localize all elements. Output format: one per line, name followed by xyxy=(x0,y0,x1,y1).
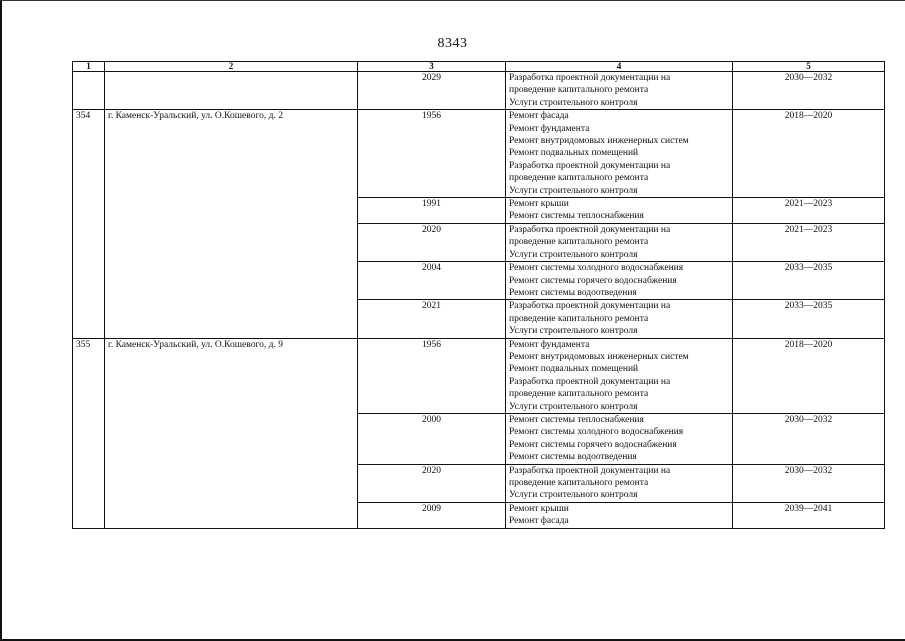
work-item: Ремонт внутридомовых инженерных систем xyxy=(509,351,689,362)
work-item: проведение капитального ремонта xyxy=(509,478,649,488)
page-number: 8343 xyxy=(437,36,468,51)
work-item: Разработка проектной документации на xyxy=(509,160,671,171)
building-address: г. Каменск-Уральский, ул. О.Кошевого, д. 9 xyxy=(105,338,358,528)
work-item: проведение капитального ремонта xyxy=(509,389,649,400)
building-number xyxy=(73,72,105,110)
column-header: 2 xyxy=(105,62,358,72)
works-cell xyxy=(506,464,733,502)
works-cell xyxy=(506,223,733,261)
work-item: Ремонт системы холодного водоснабжения xyxy=(509,263,684,274)
column-number-row xyxy=(73,62,885,72)
building-address xyxy=(105,72,358,110)
works-cell xyxy=(506,198,733,224)
column-header: 4 xyxy=(506,62,733,72)
works-cell xyxy=(506,502,733,528)
work-item: Ремонт подвальных помещений xyxy=(509,364,639,375)
work-item: Ремонт фасада xyxy=(509,111,569,122)
period-cell: 2033—2035 xyxy=(733,300,885,338)
building-address: г. Каменск-Уральский, ул. О.Кошевого, д. 2 xyxy=(105,110,358,338)
year-cell: 2004 xyxy=(358,262,506,300)
year-cell: 2020 xyxy=(358,223,506,261)
work-item: Разработка проектной документации на xyxy=(509,465,671,476)
work-item: Ремонт внутридомовых инженерных систем xyxy=(509,136,689,147)
period-cell: 2030—2032 xyxy=(733,464,885,502)
work-item: Ремонт фундамента xyxy=(509,123,590,134)
works-cell xyxy=(506,72,733,110)
year-cell: 1991 xyxy=(358,198,506,224)
year-cell: 1956 xyxy=(358,110,506,198)
column-header: 3 xyxy=(358,62,506,72)
work-item: Ремонт фасада xyxy=(509,516,569,527)
work-item: Ремонт системы горячего водоснабжения xyxy=(509,275,677,286)
period-cell: 2018—2020 xyxy=(733,110,885,198)
period-cell: 2021—2023 xyxy=(733,223,885,261)
year-cell: 2029 xyxy=(358,72,506,110)
work-item: Разработка проектной документации на xyxy=(509,224,671,235)
year-cell: 2021 xyxy=(358,300,506,338)
table-body xyxy=(73,72,885,529)
work-item: Ремонт системы водоотведения xyxy=(509,452,637,463)
capital-repair-table xyxy=(72,61,885,529)
work-item: Ремонт крыши xyxy=(509,503,569,514)
period-cell: 2033—2035 xyxy=(733,262,885,300)
column-header: 5 xyxy=(733,62,885,72)
table-row xyxy=(73,338,885,413)
building-number: 354 xyxy=(73,110,105,338)
work-item: Ремонт системы теплоснабжения xyxy=(509,414,644,425)
work-item: проведение капитального ремонта xyxy=(509,237,649,248)
works-cell xyxy=(506,338,733,413)
table-row xyxy=(73,110,885,198)
work-item: Услуги строительного контроля xyxy=(509,249,638,260)
work-item: Ремонт подвальных помещений xyxy=(509,148,639,159)
work-item: Ремонт системы холодного водоснабжения xyxy=(509,427,684,438)
work-item: Услуги строительного контроля xyxy=(509,97,638,108)
period-cell: 2030—2032 xyxy=(733,72,885,110)
period-cell: 2030—2032 xyxy=(733,413,885,464)
work-item: Ремонт крыши xyxy=(509,199,569,210)
work-item: Услуги строительного контроля xyxy=(509,490,638,501)
period-cell: 2039—2041 xyxy=(733,502,885,528)
work-item: Ремонт системы водоотведения xyxy=(509,287,637,298)
work-item: Услуги строительного контроля xyxy=(509,185,638,196)
work-item: Разработка проектной документации на xyxy=(509,301,671,312)
year-cell: 2000 xyxy=(358,413,506,464)
work-item: Ремонт фундамента xyxy=(509,339,590,350)
works-cell xyxy=(506,262,733,300)
period-cell: 2021—2023 xyxy=(733,198,885,224)
work-item: проведение капитального ремонта xyxy=(509,85,649,96)
work-item: Услуги строительного контроля xyxy=(509,401,638,412)
work-item: проведение капитального ремонта xyxy=(509,173,649,184)
year-cell: 2020 xyxy=(358,464,506,502)
building-number: 355 xyxy=(73,338,105,528)
year-cell: 1956 xyxy=(358,338,506,413)
year-cell: 2009 xyxy=(358,502,506,528)
works-cell xyxy=(506,413,733,464)
work-item: Разработка проектной документации на xyxy=(509,376,671,387)
work-item: Ремонт системы горячего водоснабжения xyxy=(509,439,677,450)
table-row xyxy=(73,72,885,110)
column-header: 1 xyxy=(73,62,105,72)
works-cell xyxy=(506,300,733,338)
work-item: Разработка проектной документации на xyxy=(509,73,671,83)
work-item: Услуги строительного контроля xyxy=(509,326,638,337)
work-item: Ремонт системы теплоснабжения xyxy=(509,211,644,222)
period-cell: 2018—2020 xyxy=(733,338,885,413)
work-item: проведение капитального ремонта xyxy=(509,313,649,324)
works-cell xyxy=(506,110,733,198)
